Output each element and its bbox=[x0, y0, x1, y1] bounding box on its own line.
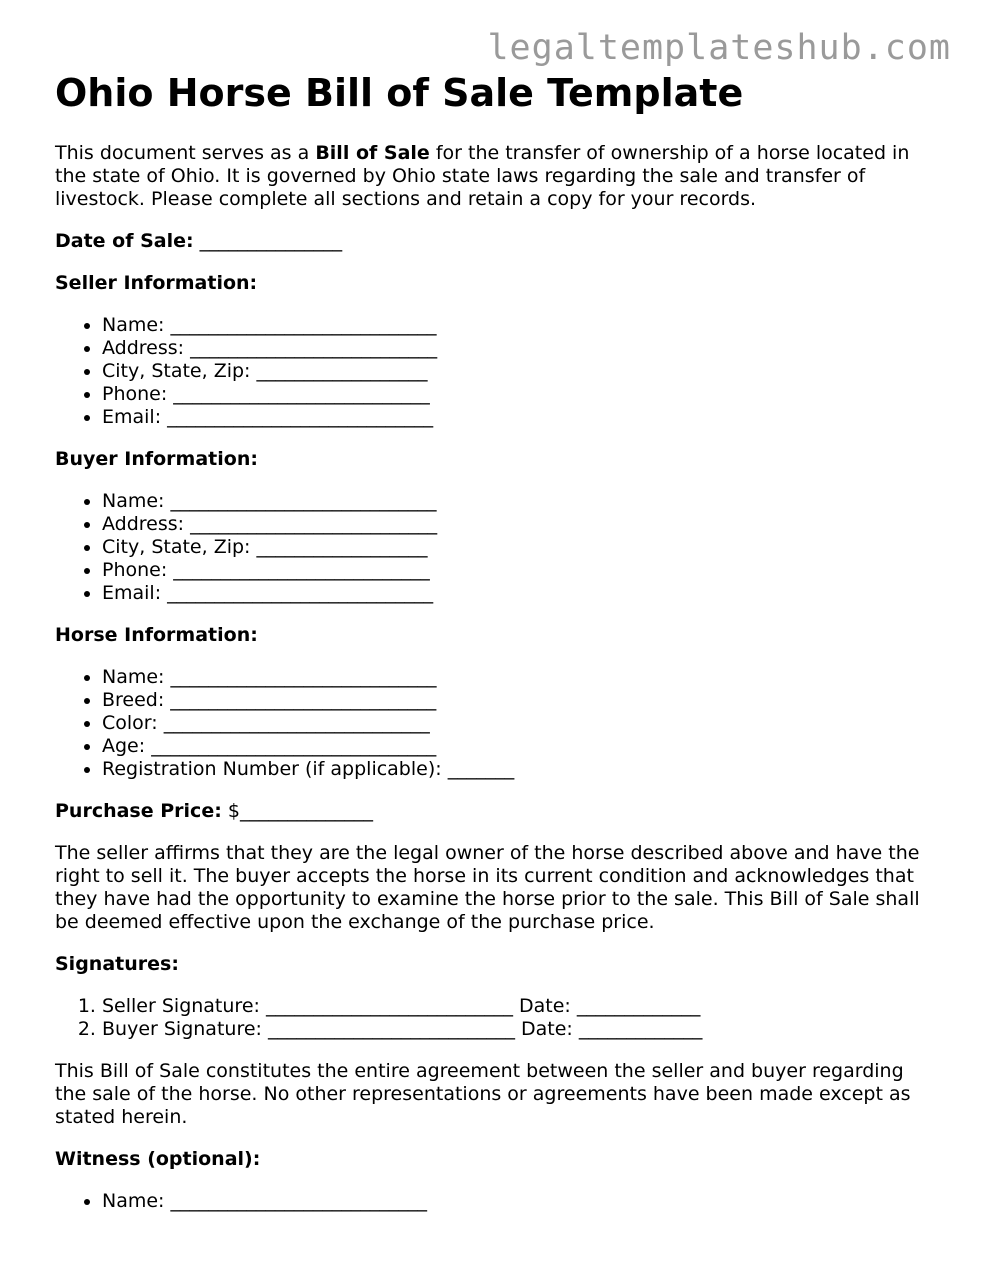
horse-registration-field[interactable]: • Registration Number (if applicable): _______ bbox=[102, 758, 935, 781]
intro-text-after: for the transfer of ownership of a horse located in the state of Ohio. It is governed by Ohio state laws regarding the sale and transfer of livestock. Please complete all sections and retain a copy for your records. bbox=[55, 142, 910, 210]
intro-paragraph bbox=[55, 142, 935, 211]
document-page bbox=[55, 70, 935, 1213]
horse-age-field[interactable]: • Age: ______________________________ bbox=[102, 735, 935, 758]
purchase-price-blank[interactable]: $______________ bbox=[221, 800, 373, 822]
horse-field-list bbox=[55, 666, 935, 781]
intro-text-before: This document serves as a bbox=[55, 142, 316, 164]
seller-phone-field[interactable]: • Phone: ___________________________ bbox=[102, 383, 935, 406]
purchase-price-label: Purchase Price: bbox=[55, 800, 222, 822]
affirmation-paragraph: The seller affirms that they are the legal owner of the horse described above and have the right to sell it. The buyer accepts the horse in its current condition and acknowledges that they have had the opportunity to examine the horse prior to the sale. This Bill of Sale shall be deemed effective upon the exchange of the purchase price. bbox=[55, 842, 920, 933]
seller-address-field[interactable]: • Address: __________________________ bbox=[102, 337, 935, 360]
seller-signature-field[interactable]: 1. Seller Signature: __________________________ Date: _____________ bbox=[102, 995, 935, 1018]
entire-agreement-paragraph: This Bill of Sale constitutes the entire agreement between the seller and buyer regarding the sale of the horse. No other representations or agreements have been made except as stated herein. bbox=[55, 1060, 911, 1128]
date-of-sale-label: Date of Sale: bbox=[55, 230, 194, 252]
horse-name-field[interactable]: • Name: ____________________________ bbox=[102, 666, 935, 689]
purchase-price-field[interactable] bbox=[55, 800, 935, 823]
horse-color-field[interactable]: • Color: ____________________________ bbox=[102, 712, 935, 735]
buyer-email-field[interactable]: • Email: ____________________________ bbox=[102, 582, 935, 605]
buyer-name-field[interactable]: • Name: ____________________________ bbox=[102, 490, 935, 513]
witness-section-title: Witness (optional): bbox=[55, 1148, 261, 1170]
witness-name-field[interactable]: • Name: ___________________________ bbox=[102, 1190, 935, 1213]
buyer-field-list bbox=[55, 490, 935, 605]
intro-bold-term: Bill of Sale bbox=[315, 142, 430, 164]
horse-breed-field[interactable]: • Breed: ____________________________ bbox=[102, 689, 935, 712]
buyer-phone-field[interactable]: • Phone: ___________________________ bbox=[102, 559, 935, 582]
date-of-sale-blank[interactable]: _______________ bbox=[193, 230, 343, 252]
seller-city-state-zip-field[interactable]: • City, State, Zip: __________________ bbox=[102, 360, 935, 383]
signature-list bbox=[55, 995, 935, 1041]
seller-field-list bbox=[55, 314, 935, 429]
witness-field-list bbox=[55, 1190, 935, 1213]
date-of-sale-field[interactable] bbox=[55, 230, 935, 253]
horse-section-title: Horse Information: bbox=[55, 624, 258, 646]
seller-section-title: Seller Information: bbox=[55, 272, 258, 294]
page-title: Ohio Horse Bill of Sale Template bbox=[55, 71, 744, 115]
seller-email-field[interactable]: • Email: ____________________________ bbox=[102, 406, 935, 429]
buyer-section-title: Buyer Information: bbox=[55, 448, 258, 470]
buyer-city-state-zip-field[interactable]: • City, State, Zip: __________________ bbox=[102, 536, 935, 559]
seller-name-field[interactable]: • Name: ____________________________ bbox=[102, 314, 935, 337]
buyer-address-field[interactable]: • Address: __________________________ bbox=[102, 513, 935, 536]
watermark: legaltemplateshub.com bbox=[487, 28, 951, 68]
signatures-section-title: Signatures: bbox=[55, 953, 179, 975]
buyer-signature-field[interactable]: 2. Buyer Signature: __________________________ Date: _____________ bbox=[102, 1018, 935, 1041]
